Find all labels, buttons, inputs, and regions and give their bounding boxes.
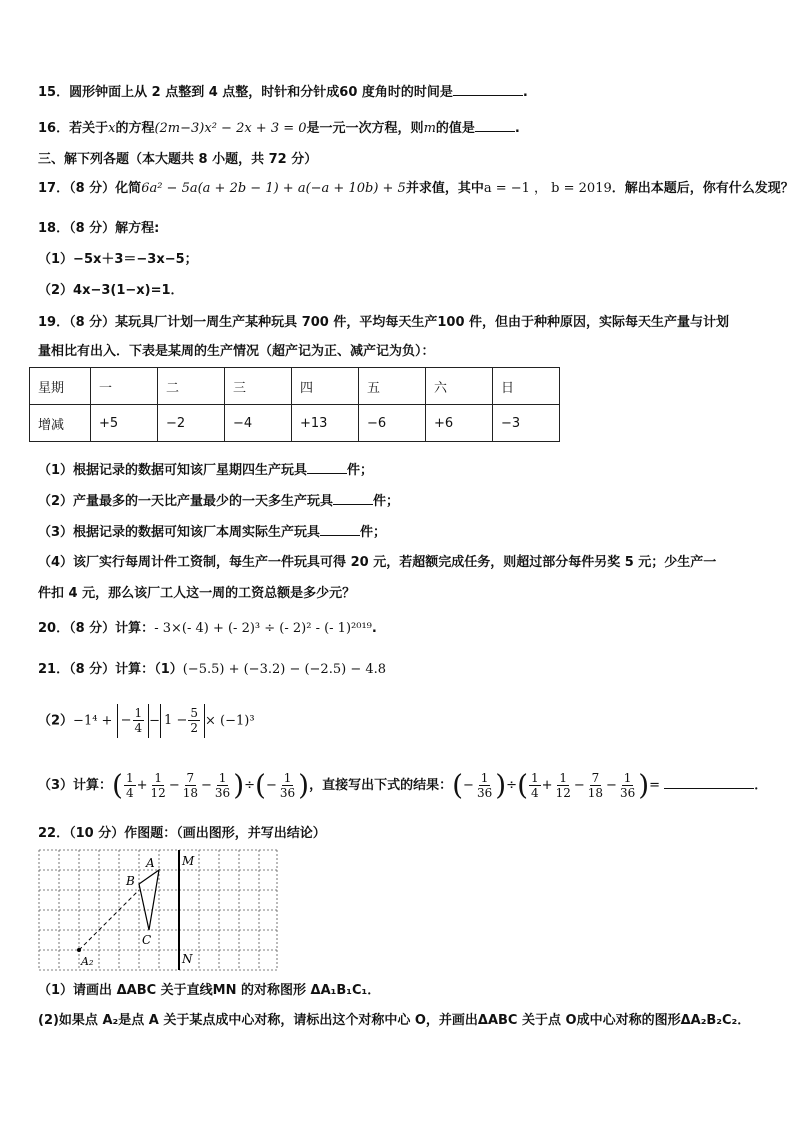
- table-cell: +5: [91, 405, 158, 442]
- q16-post: 的值是: [435, 121, 475, 136]
- q21-p2-label: （2）: [38, 713, 74, 729]
- question-22: [38, 825, 326, 843]
- question-16: [38, 119, 520, 138]
- q15-number: 15．: [38, 85, 70, 100]
- q21-p2-term3: × (−1)³: [204, 713, 255, 729]
- label-m: M: [182, 854, 195, 868]
- q17-score: （8 分）: [69, 181, 116, 196]
- q17-number: 17．: [38, 181, 70, 196]
- question-20: [38, 620, 377, 638]
- table-cell: 四: [292, 368, 359, 405]
- q19-p2-end: 件；: [373, 494, 400, 509]
- q21-p2-term1: −1⁴ +: [73, 713, 113, 729]
- q19-part-4-line1: （4）该厂实行每周计件工资制，每生产一件玩具可得 20 元，若超额完成任务，则超过部分每件另奖 5 元；少生产一: [38, 555, 717, 570]
- table-cell: −4: [225, 405, 292, 442]
- q21-label: 计算：: [115, 662, 155, 677]
- q16-number: 16．: [38, 121, 70, 136]
- q19-number: 19．: [38, 315, 70, 330]
- q18-score: （8 分）: [69, 221, 116, 236]
- q22-part-1: （1）请画出 ΔABC 关于直线MN 的对称图形 ΔA₁B₁C₁．: [38, 983, 381, 998]
- q19-p3-end: 件；: [360, 525, 387, 540]
- question-18: [38, 220, 159, 238]
- q18-part-1: （1）−5x＋3＝−3x−5；: [38, 252, 198, 267]
- q19-p1-text: （1）根据记录的数据可知该厂星期四生产玩具: [38, 463, 308, 478]
- grid-figure: [38, 849, 278, 975]
- table-cell: −2: [158, 405, 225, 442]
- table-cell: 增减: [30, 405, 91, 442]
- q19-p3-text: （3）根据记录的数据可知该厂本周实际生产玩具: [38, 525, 321, 540]
- q15-answer-blank[interactable]: [453, 83, 523, 96]
- question-15: [38, 83, 528, 102]
- q15-end: .: [522, 85, 528, 100]
- q18-text: 解方程:: [115, 221, 160, 236]
- q16-mid2: 是一元一次方程，则: [306, 121, 424, 136]
- q17-mid: 并求值，其中: [405, 181, 484, 196]
- q18-number: 18．: [38, 221, 70, 236]
- q21-score: （8 分）: [69, 662, 116, 677]
- label-n: N: [182, 952, 193, 966]
- q22-part-2: (2)如果点 A₂是点 A 关于某点成中心对称，请标出这个对称中心 O，并画出ΔABC 关于点 O成中心对称的图形ΔA₂B₂C₂．: [38, 1013, 751, 1028]
- q19-part-1: [38, 461, 373, 480]
- q21-p3-label: （3）计算：: [38, 778, 113, 793]
- q17-post: ．解出本题后，你有什么发现？: [611, 181, 794, 196]
- table-cell: 六: [426, 368, 493, 405]
- q21-number: 21．: [38, 662, 70, 677]
- q19-p1-end: 件；: [347, 463, 374, 478]
- point-a2: [77, 948, 81, 952]
- production-table: [29, 367, 560, 442]
- q16-mid1: 的方程: [115, 121, 155, 136]
- q19-p2-text: （2）产量最多的一天比产量最少的一天多生产玩具: [38, 494, 334, 509]
- fraction: $\frac{5}{2}$: [190, 706, 198, 735]
- q17-expression: 6a² − 5a(a + 2b − 1) + a(−a + 10b) + 5: [141, 181, 406, 196]
- q21-p2-term2: 1 −: [164, 713, 188, 728]
- q21-p2-abs2: [160, 704, 205, 738]
- q20-score: （8 分）: [69, 621, 116, 636]
- q17-pre: 化简: [115, 181, 142, 196]
- triangle-abc: [139, 870, 159, 930]
- question-21: [38, 661, 386, 679]
- q16-answer-blank[interactable]: [475, 119, 515, 132]
- question-19: [38, 314, 729, 332]
- q22-number: 22．: [38, 826, 70, 841]
- q16-pre: 若关于: [69, 121, 109, 136]
- q20-label: 计算：: [115, 621, 155, 636]
- q16-var-x: x: [108, 121, 116, 136]
- q21-p1-label: （1）: [154, 662, 183, 677]
- q21-p3-answer-blank[interactable]: [664, 776, 754, 789]
- q21-p3-mid: ，直接写出下式的结果：: [309, 778, 453, 793]
- q16-end: .: [514, 121, 520, 136]
- q20-number: 20．: [38, 621, 70, 636]
- label-c: C: [142, 933, 152, 947]
- table-cell: −3: [493, 405, 560, 442]
- q18-part-2: （2）4x−3(1−x)=1．: [38, 283, 184, 298]
- table-row: [30, 405, 560, 442]
- table-cell: −6: [359, 405, 426, 442]
- q15-text: 圆形钟面上从 2 点整到 4 点整，时针和分针成60 度角时的时间是: [69, 85, 453, 100]
- q19-p1-blank[interactable]: [307, 461, 347, 474]
- label-b: B: [126, 874, 135, 888]
- q22-score: （10 分）: [69, 826, 125, 841]
- q19-part-2: [38, 492, 399, 511]
- q19-p2-blank[interactable]: [333, 492, 373, 505]
- table-row: [30, 368, 560, 405]
- q20-end: .: [371, 621, 377, 636]
- q16-var-m: m: [423, 121, 436, 136]
- grid-svg: [38, 849, 278, 971]
- table-cell: 三: [225, 368, 292, 405]
- q19-text-line2: 量相比有出入．下表是某周的生产情况（超产记为正、减产记为负）：: [38, 344, 435, 359]
- table-cell: 一: [91, 368, 158, 405]
- section-3-title: 三、解下列各题（本大题共 8 小题，共 72 分）: [38, 152, 318, 167]
- q21-p1-expression: (−5.5) + (−3.2) − (−2.5) − 4.8: [182, 662, 387, 677]
- q16-equation: (2m−3)x² − 2x + 3 = 0: [154, 121, 307, 136]
- table-cell: 日: [493, 368, 560, 405]
- q21-p2-abs1: − $\frac{1}{4}$: [117, 704, 150, 738]
- table-cell: +6: [426, 405, 493, 442]
- fraction: $\frac{1}{4}$: [134, 706, 143, 735]
- label-a2: A₂: [81, 955, 94, 968]
- table-cell: +13: [292, 405, 359, 442]
- q21-part-2: （2）−1⁴ + − $\frac{1}{4}$ − 1 − $\frac{5}{2}$ × (−1)³: [38, 704, 255, 739]
- q19-part-3: [38, 523, 386, 542]
- table-cell: 星期: [30, 368, 91, 405]
- q19-p3-blank[interactable]: [320, 523, 360, 536]
- label-a: A: [146, 856, 155, 870]
- table-cell: 五: [359, 368, 426, 405]
- q21-p3-end: ．: [754, 778, 768, 793]
- q19-score: （8 分）: [69, 315, 116, 330]
- grid-lines: [39, 850, 277, 970]
- q22-text: 作图题：（画出图形，并写出结论）: [124, 826, 326, 841]
- q19-part-4-line2: 件扣 4 元，那么该厂工人这一周的工资总额是多少元？: [38, 586, 356, 601]
- q20-expression: - 3×(- 4) + (- 2)³ ÷ (- 2)² - (- 1)²⁰¹⁹: [154, 621, 372, 636]
- q19-text-line1: 某玩具厂计划一周生产某种玩具 700 件，平均每天生产100 件，但由于种种原因，实际每天生产量与计划: [115, 315, 730, 330]
- dashed-line-a2: [79, 890, 139, 950]
- table-cell: 二: [158, 368, 225, 405]
- q17-condition: a = −1 ， b = 2019: [483, 181, 612, 196]
- q21-part-3: （3）计算：( $\frac{1}{4}$ + $\frac{1}{12}$ − $\frac{7}{18}$ − $\frac{1}{36}$ )÷(− $\frac{1}{36}$ )，直接写出下式的结果：(− $\frac{1}{36}$ )÷( $\frac{1}{4}$ + $\frac{1}{12}$ − $\frac{7}{18}$ − $\frac{1}{36}$ )= ．: [38, 768, 768, 802]
- question-17: [38, 180, 794, 198]
